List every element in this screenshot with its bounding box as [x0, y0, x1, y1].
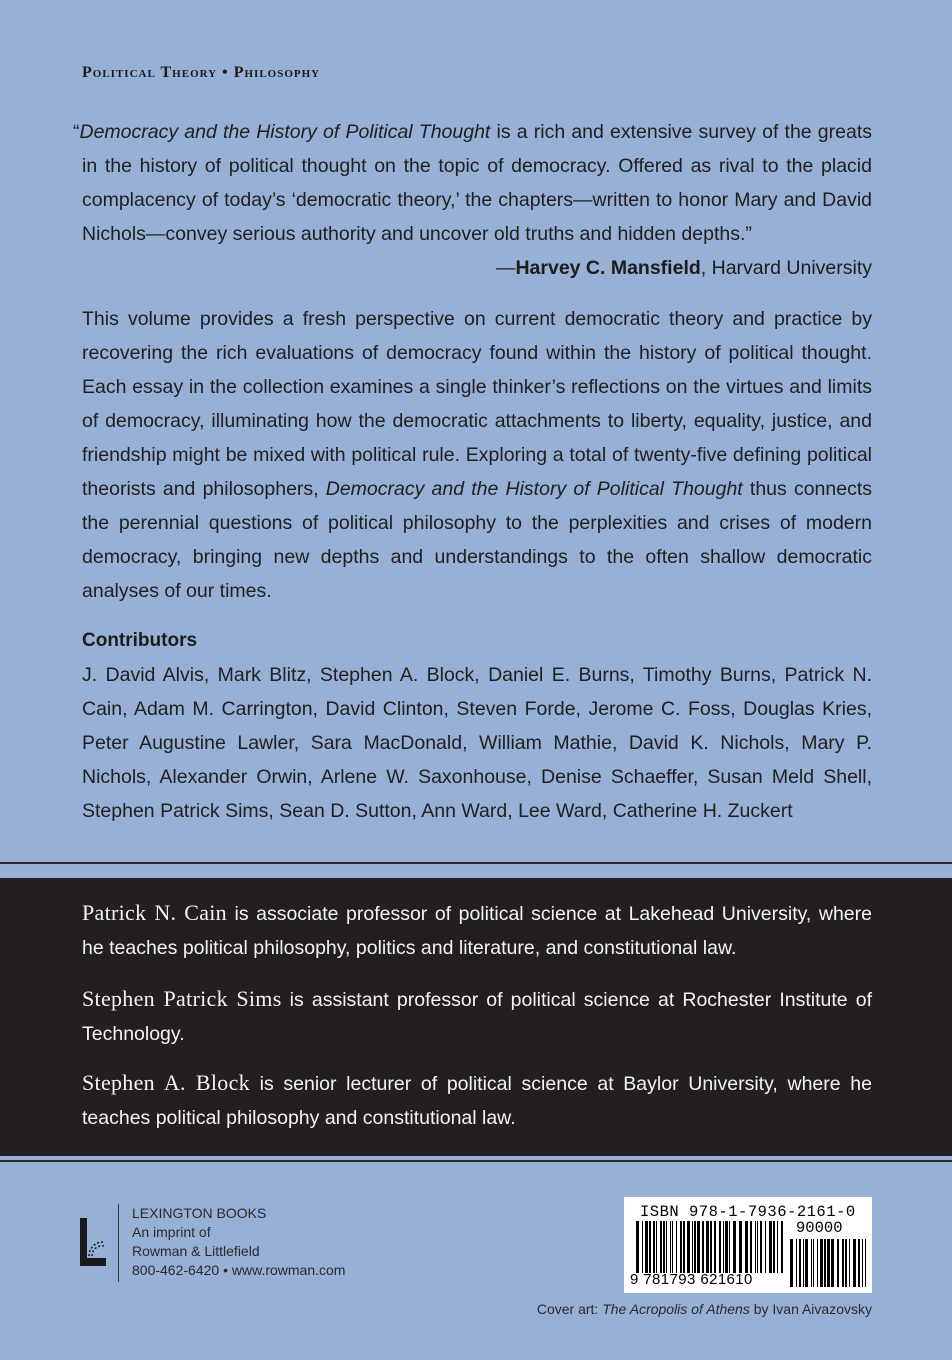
description-title: Democracy and the History of Political Thought	[325, 478, 743, 500]
barcode-bar	[803, 1239, 804, 1287]
barcode-bar	[692, 1221, 693, 1273]
publisher-imprint: An imprint of	[132, 1224, 211, 1240]
category-label: Political Theory • Philosophy	[82, 64, 321, 81]
barcode-bar	[710, 1221, 712, 1273]
cover-art-title: The Acropolis of Athens	[602, 1301, 750, 1317]
barcode-bar	[660, 1221, 662, 1273]
quote-attribution	[82, 251, 872, 285]
description-part2: thus connects the perennial questions of political philosophy to the perplexities and crises of modern democracy, bringing new depths and understandings to the often shallow democratic analyses of our times.	[82, 478, 872, 602]
barcode-bar	[697, 1221, 700, 1273]
price-addon-number: 90000	[796, 1219, 843, 1237]
cover-art-credit	[482, 1301, 872, 1317]
description-part1: This volume provides a fresh perspective on current democratic theory and practice by recovering the rich evaluations of democracy found within the history of political thought. Each essay in the collection examines a single thinker’s reflections on the virtues and limits of democracy, illuminating how the democratic attachments to liberty, equality, justice, and friendship might be mixed with political rule. Exploring a total of twenty-five defining political theorists and philosophers,	[82, 308, 872, 500]
barcode-bar	[799, 1239, 801, 1287]
barcode-bar	[824, 1239, 826, 1287]
barcode-bar	[683, 1221, 685, 1273]
barcode-bar	[813, 1239, 814, 1287]
barcode-bar	[687, 1221, 690, 1273]
bio-3	[82, 1066, 872, 1135]
cover-art-prefix: Cover art:	[536, 1301, 603, 1317]
attribution-author: Harvey C. Mansfield	[515, 257, 701, 279]
barcode-bar	[636, 1221, 639, 1273]
lexington-logo-icon	[78, 1216, 108, 1270]
attribution-affiliation: , Harvard University	[700, 257, 872, 279]
barcode-bar	[790, 1239, 793, 1287]
barcode-bar	[645, 1221, 648, 1273]
contributors-heading: Contributors	[82, 630, 198, 651]
barcode-bar	[739, 1221, 742, 1273]
publisher-divider	[118, 1204, 119, 1282]
barcode-bar	[676, 1221, 677, 1273]
barcode-bar	[733, 1221, 736, 1273]
barcode-bar	[714, 1221, 716, 1273]
band-rule-bottom	[0, 1160, 952, 1162]
barcode-bar	[725, 1221, 728, 1273]
barcode-bar	[831, 1239, 834, 1287]
barcode-bar	[773, 1221, 775, 1273]
barcode-bar	[760, 1221, 762, 1273]
barcode-bar	[680, 1221, 682, 1273]
barcode-bar	[837, 1239, 839, 1287]
publisher-text	[132, 1204, 392, 1280]
bio-2	[82, 982, 872, 1051]
bio-3-name: Stephen A. Block	[82, 1070, 250, 1095]
barcode-bar	[827, 1239, 830, 1287]
barcode-bar	[702, 1221, 704, 1273]
barcode-bar	[672, 1221, 673, 1273]
barcode-bar	[723, 1221, 724, 1273]
barcode-bar	[781, 1221, 783, 1273]
barcode-bar	[765, 1221, 766, 1273]
barcode-bar	[853, 1239, 856, 1287]
barcode-bar	[653, 1221, 655, 1273]
publisher-name: LEXINGTON BOOKS	[132, 1205, 267, 1221]
barcode-bar	[729, 1221, 730, 1273]
addon-barcode-bars	[790, 1239, 868, 1287]
barcode-bar	[849, 1239, 850, 1287]
barcode-bar	[649, 1221, 651, 1273]
barcode-bar	[663, 1221, 665, 1273]
barcode-bar	[694, 1221, 696, 1273]
bio-1-name: Patrick N. Cain	[82, 900, 227, 925]
barcode-bar	[865, 1239, 866, 1287]
isbn-number: ISBN 978-1-7936-2161-0	[640, 1203, 856, 1221]
author-bio-band	[0, 878, 952, 1156]
publisher-contact: 800-462-6420 • www.rowman.com	[132, 1262, 346, 1278]
bio-2-text: is assistant professor of political science at Rochester Institute of Technology.	[82, 989, 872, 1045]
barcode-bar	[805, 1239, 808, 1287]
barcode-bar	[817, 1239, 818, 1287]
barcode-bar	[820, 1239, 823, 1287]
barcode-bar	[755, 1221, 756, 1273]
barcode-bar	[666, 1221, 667, 1273]
ean-digits: 9 781793 621610	[630, 1271, 753, 1288]
bio-1-text: is associate professor of political science at Lakehead University, where he teaches political philosophy, politics and literature, and constitutional law.	[82, 903, 872, 959]
barcode-bar	[656, 1221, 657, 1273]
barcode-bar	[811, 1239, 812, 1287]
barcode-bar	[670, 1221, 671, 1273]
barcode-bar	[706, 1221, 709, 1273]
barcode-bar	[842, 1239, 844, 1287]
quote-text: is a rich and extensive survey of the greats in the history of political thought on the topic of democracy. Offered as rival to the placid complacency of today’s ‘democratic theory,’ the chapters—written to honor Mary and David Nichols—convey serious authority and uncover old truths and hidden depths.”	[82, 121, 873, 245]
isbn-barcode	[624, 1197, 872, 1293]
barcode-bar	[769, 1221, 772, 1273]
ean-barcode-bars	[636, 1221, 784, 1273]
publisher-parent: Rowman & Littlefield	[132, 1243, 260, 1259]
barcode-bar	[858, 1239, 860, 1287]
cover-art-suffix: by Ivan Aivazovsky	[749, 1301, 872, 1317]
bio-2-name: Stephen Patrick Sims	[82, 986, 282, 1011]
endorsement-quote	[73, 115, 873, 251]
barcode-bar	[796, 1239, 797, 1287]
barcode-bar	[757, 1221, 758, 1273]
quote-open-mark: “	[73, 121, 80, 143]
book-description	[82, 302, 872, 608]
barcode-bar	[719, 1221, 721, 1273]
barcode-bar	[642, 1221, 643, 1273]
barcode-bar	[745, 1221, 748, 1273]
attribution-dash: —	[495, 257, 516, 279]
barcode-bar	[777, 1221, 778, 1273]
barcode-bar	[750, 1221, 752, 1273]
barcode-bar	[862, 1239, 863, 1287]
bio-1	[82, 896, 872, 965]
quote-book-title: Democracy and the History of Political Thought	[79, 121, 491, 143]
barcode-bar	[845, 1239, 847, 1287]
band-rule-top	[0, 862, 952, 864]
bio-3-text: is senior lecturer of political science at Baylor University, where he teaches political philosophy and constitutional law.	[82, 1073, 872, 1129]
contributors-list: J. David Alvis, Mark Blitz, Stephen A. Block, Daniel E. Burns, Timothy Burns, Patrick N. Cain, Adam M. Carrington, David Clinton, Steven Forde, Jerome C. Foss, Douglas Kries, Peter Augustine Lawler, Sara MacDonald, William Mathie, David K. Nichols, Mary P. Nichols, Alexander Orwin, Arlene W. Saxonhouse, Denise Schaeffer, Susan Meld Shell, Stephen Patrick Sims, Sean D. Sutton, Ann Ward, Lee Ward, Catherine H. Zuckert	[82, 664, 872, 822]
